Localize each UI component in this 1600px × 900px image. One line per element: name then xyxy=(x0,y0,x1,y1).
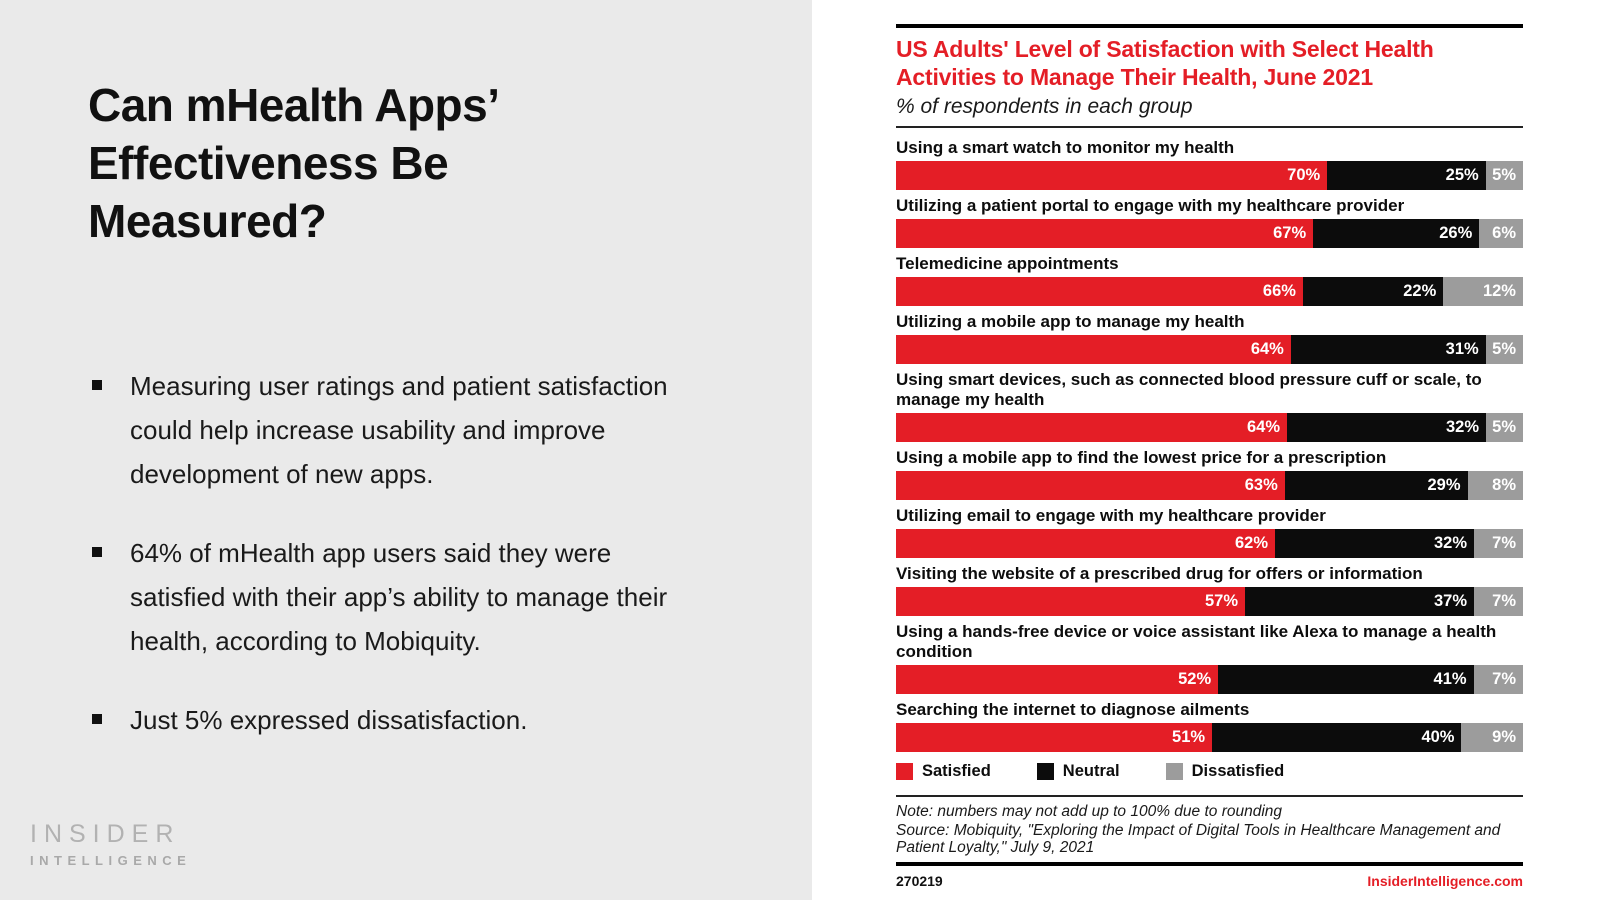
note-rule xyxy=(896,795,1523,797)
category-label: Visiting the website of a prescribed drug for offers or information xyxy=(896,564,1423,583)
chart-row xyxy=(896,448,1523,500)
bullet-square-icon xyxy=(92,714,102,724)
stacked-bar xyxy=(896,471,1523,500)
legend-swatch-icon xyxy=(1166,763,1183,780)
segment-value: 31% xyxy=(1445,340,1479,358)
bar-segment-neutral xyxy=(1275,529,1474,558)
bullet-item xyxy=(90,531,675,663)
bullet-square-icon xyxy=(92,380,102,390)
category-label: Using smart devices, such as connected blood pressure cuff or scale, to manage my health xyxy=(896,370,1482,409)
stacked-bar xyxy=(896,665,1523,694)
category-label: Utilizing a mobile app to manage my health xyxy=(896,312,1245,331)
segment-value: 41% xyxy=(1433,670,1467,688)
chart-subtitle: % of respondents in each group xyxy=(896,95,1193,118)
bar-segment-dissatisfied xyxy=(1486,161,1523,190)
stacked-bar xyxy=(896,161,1523,190)
segment-value: 5% xyxy=(1492,340,1516,358)
chart-footer xyxy=(896,873,1523,889)
chart-row xyxy=(896,370,1523,442)
legend-label: Satisfied xyxy=(922,762,991,780)
bar-segment-satisfied xyxy=(896,219,1313,248)
segment-value: 66% xyxy=(1262,282,1296,300)
stacked-bar xyxy=(896,219,1523,248)
bar-segment-dissatisfied xyxy=(1479,219,1523,248)
chart-row xyxy=(896,622,1523,694)
segment-value: 52% xyxy=(1178,670,1212,688)
chart-row xyxy=(896,196,1523,248)
chart-legend xyxy=(896,762,1523,781)
chart-source: Source: Mobiquity, "Exploring the Impact of Digital Tools in Healthcare Management and Patient Loyalty," July 9, 2021 xyxy=(896,821,1501,856)
chart-rows xyxy=(896,138,1523,752)
segment-value: 32% xyxy=(1433,534,1467,552)
bar-segment-neutral xyxy=(1287,413,1486,442)
segment-value: 40% xyxy=(1421,728,1455,746)
bar-segment-neutral xyxy=(1327,161,1486,190)
legend-label: Neutral xyxy=(1062,762,1120,780)
legend-item-neutral xyxy=(1037,762,1120,781)
bar-segment-neutral xyxy=(1245,587,1474,616)
stacked-bar xyxy=(896,277,1523,306)
bar-segment-neutral xyxy=(1303,277,1443,306)
bar-segment-dissatisfied xyxy=(1468,471,1523,500)
legend-swatch-icon xyxy=(1037,763,1054,780)
chart-panel xyxy=(812,0,1600,900)
chart-title: US Adults' Level of Satisfaction with Select Health Activities to Manage Their Health, June 2021 xyxy=(896,36,1434,90)
segment-value: 25% xyxy=(1445,166,1479,184)
segment-value: 7% xyxy=(1492,534,1516,552)
category-label: Searching the internet to diagnose ailments xyxy=(896,700,1250,719)
chart-row xyxy=(896,506,1523,558)
bullet-text: Just 5% expressed dissatisfaction. xyxy=(130,705,528,735)
segment-value: 7% xyxy=(1492,670,1516,688)
bullet-text: 64% of mHealth app users said they were satisfied with their app’s ability to manage their health, according to Mobiquity. xyxy=(130,538,668,656)
segment-value: 26% xyxy=(1439,224,1473,242)
segment-value: 62% xyxy=(1234,534,1268,552)
bullet-list xyxy=(90,364,675,777)
bar-segment-satisfied xyxy=(896,529,1275,558)
subtitle-rule xyxy=(896,126,1523,128)
category-label: Utilizing a patient portal to engage with my healthcare provider xyxy=(896,196,1405,215)
bar-segment-dissatisfied xyxy=(1474,587,1523,616)
bar-segment-neutral xyxy=(1313,219,1479,248)
segment-value: 64% xyxy=(1246,418,1280,436)
bar-segment-dissatisfied xyxy=(1474,529,1523,558)
segment-value: 57% xyxy=(1204,592,1238,610)
stacked-bar xyxy=(896,413,1523,442)
bar-segment-neutral xyxy=(1218,665,1473,694)
bar-segment-dissatisfied xyxy=(1443,277,1523,306)
segment-value: 70% xyxy=(1287,166,1321,184)
bar-segment-satisfied xyxy=(896,723,1212,752)
bar-segment-dissatisfied xyxy=(1486,335,1523,364)
stacked-bar xyxy=(896,587,1523,616)
segment-value: 22% xyxy=(1403,282,1437,300)
legend-item-satisfied xyxy=(896,762,991,781)
chart-row xyxy=(896,254,1523,306)
bar-segment-satisfied xyxy=(896,587,1245,616)
segment-value: 37% xyxy=(1433,592,1467,610)
segment-value: 67% xyxy=(1273,224,1307,242)
segment-value: 32% xyxy=(1445,418,1479,436)
segment-value: 8% xyxy=(1492,476,1516,494)
segment-value: 64% xyxy=(1250,340,1284,358)
category-label: Using a mobile app to find the lowest price for a prescription xyxy=(896,448,1387,467)
bar-segment-neutral xyxy=(1212,723,1461,752)
bar-segment-neutral xyxy=(1291,335,1486,364)
category-label: Using a hands-free device or voice assistant like Alexa to manage a health condition xyxy=(896,622,1497,661)
bullet-text: Measuring user ratings and patient satisfaction could help increase usability and improve development of new apps. xyxy=(130,371,668,489)
segment-value: 63% xyxy=(1244,476,1278,494)
bar-segment-satisfied xyxy=(896,413,1287,442)
bar-segment-satisfied xyxy=(896,335,1291,364)
logo-intelligence-text: INTELLIGENCE xyxy=(30,853,192,868)
stacked-bar xyxy=(896,723,1523,752)
bar-segment-dissatisfied xyxy=(1461,723,1523,752)
bar-segment-neutral xyxy=(1285,471,1468,500)
bullet-item xyxy=(90,698,675,742)
segment-value: 5% xyxy=(1492,418,1516,436)
logo-insider-text: INSIDER xyxy=(30,820,181,848)
bullet-item xyxy=(90,364,675,496)
bar-segment-dissatisfied xyxy=(1486,413,1523,442)
category-label: Utilizing email to engage with my healthcare provider xyxy=(896,506,1326,525)
page-title: Can mHealth Apps’ Effectiveness Be Measured? xyxy=(88,79,497,247)
bar-segment-satisfied xyxy=(896,277,1303,306)
bar-segment-satisfied xyxy=(896,161,1327,190)
chart-row xyxy=(896,312,1523,364)
chart-id: 270219 xyxy=(896,872,943,889)
top-rule xyxy=(896,24,1523,28)
chart-row xyxy=(896,564,1523,616)
category-label: Using a smart watch to monitor my health xyxy=(896,138,1235,157)
segment-value: 6% xyxy=(1492,224,1517,242)
bar-segment-satisfied xyxy=(896,665,1218,694)
segment-value: 5% xyxy=(1492,166,1516,184)
segment-value: 9% xyxy=(1492,728,1517,746)
segment-value: 12% xyxy=(1482,282,1516,300)
chart xyxy=(896,24,1523,889)
legend-label: Dissatisfied xyxy=(1191,762,1285,780)
chart-note: Note: numbers may not add up to 100% due to rounding xyxy=(896,803,1283,820)
chart-row xyxy=(896,138,1523,190)
insider-intelligence-link[interactable]: InsiderIntelligence.com xyxy=(1367,872,1523,889)
chart-row xyxy=(896,700,1523,752)
segment-value: 51% xyxy=(1172,728,1206,746)
legend-item-dissatisfied xyxy=(1166,762,1285,781)
bullet-square-icon xyxy=(92,547,102,557)
bar-segment-satisfied xyxy=(896,471,1285,500)
segment-value: 29% xyxy=(1427,476,1461,494)
category-label: Telemedicine appointments xyxy=(896,254,1119,273)
bottom-rule xyxy=(896,862,1523,866)
stacked-bar xyxy=(896,335,1523,364)
insider-intelligence-logo xyxy=(30,820,191,868)
legend-swatch-icon xyxy=(896,763,913,780)
segment-value: 7% xyxy=(1492,592,1516,610)
stacked-bar xyxy=(896,529,1523,558)
bar-segment-dissatisfied xyxy=(1474,665,1523,694)
